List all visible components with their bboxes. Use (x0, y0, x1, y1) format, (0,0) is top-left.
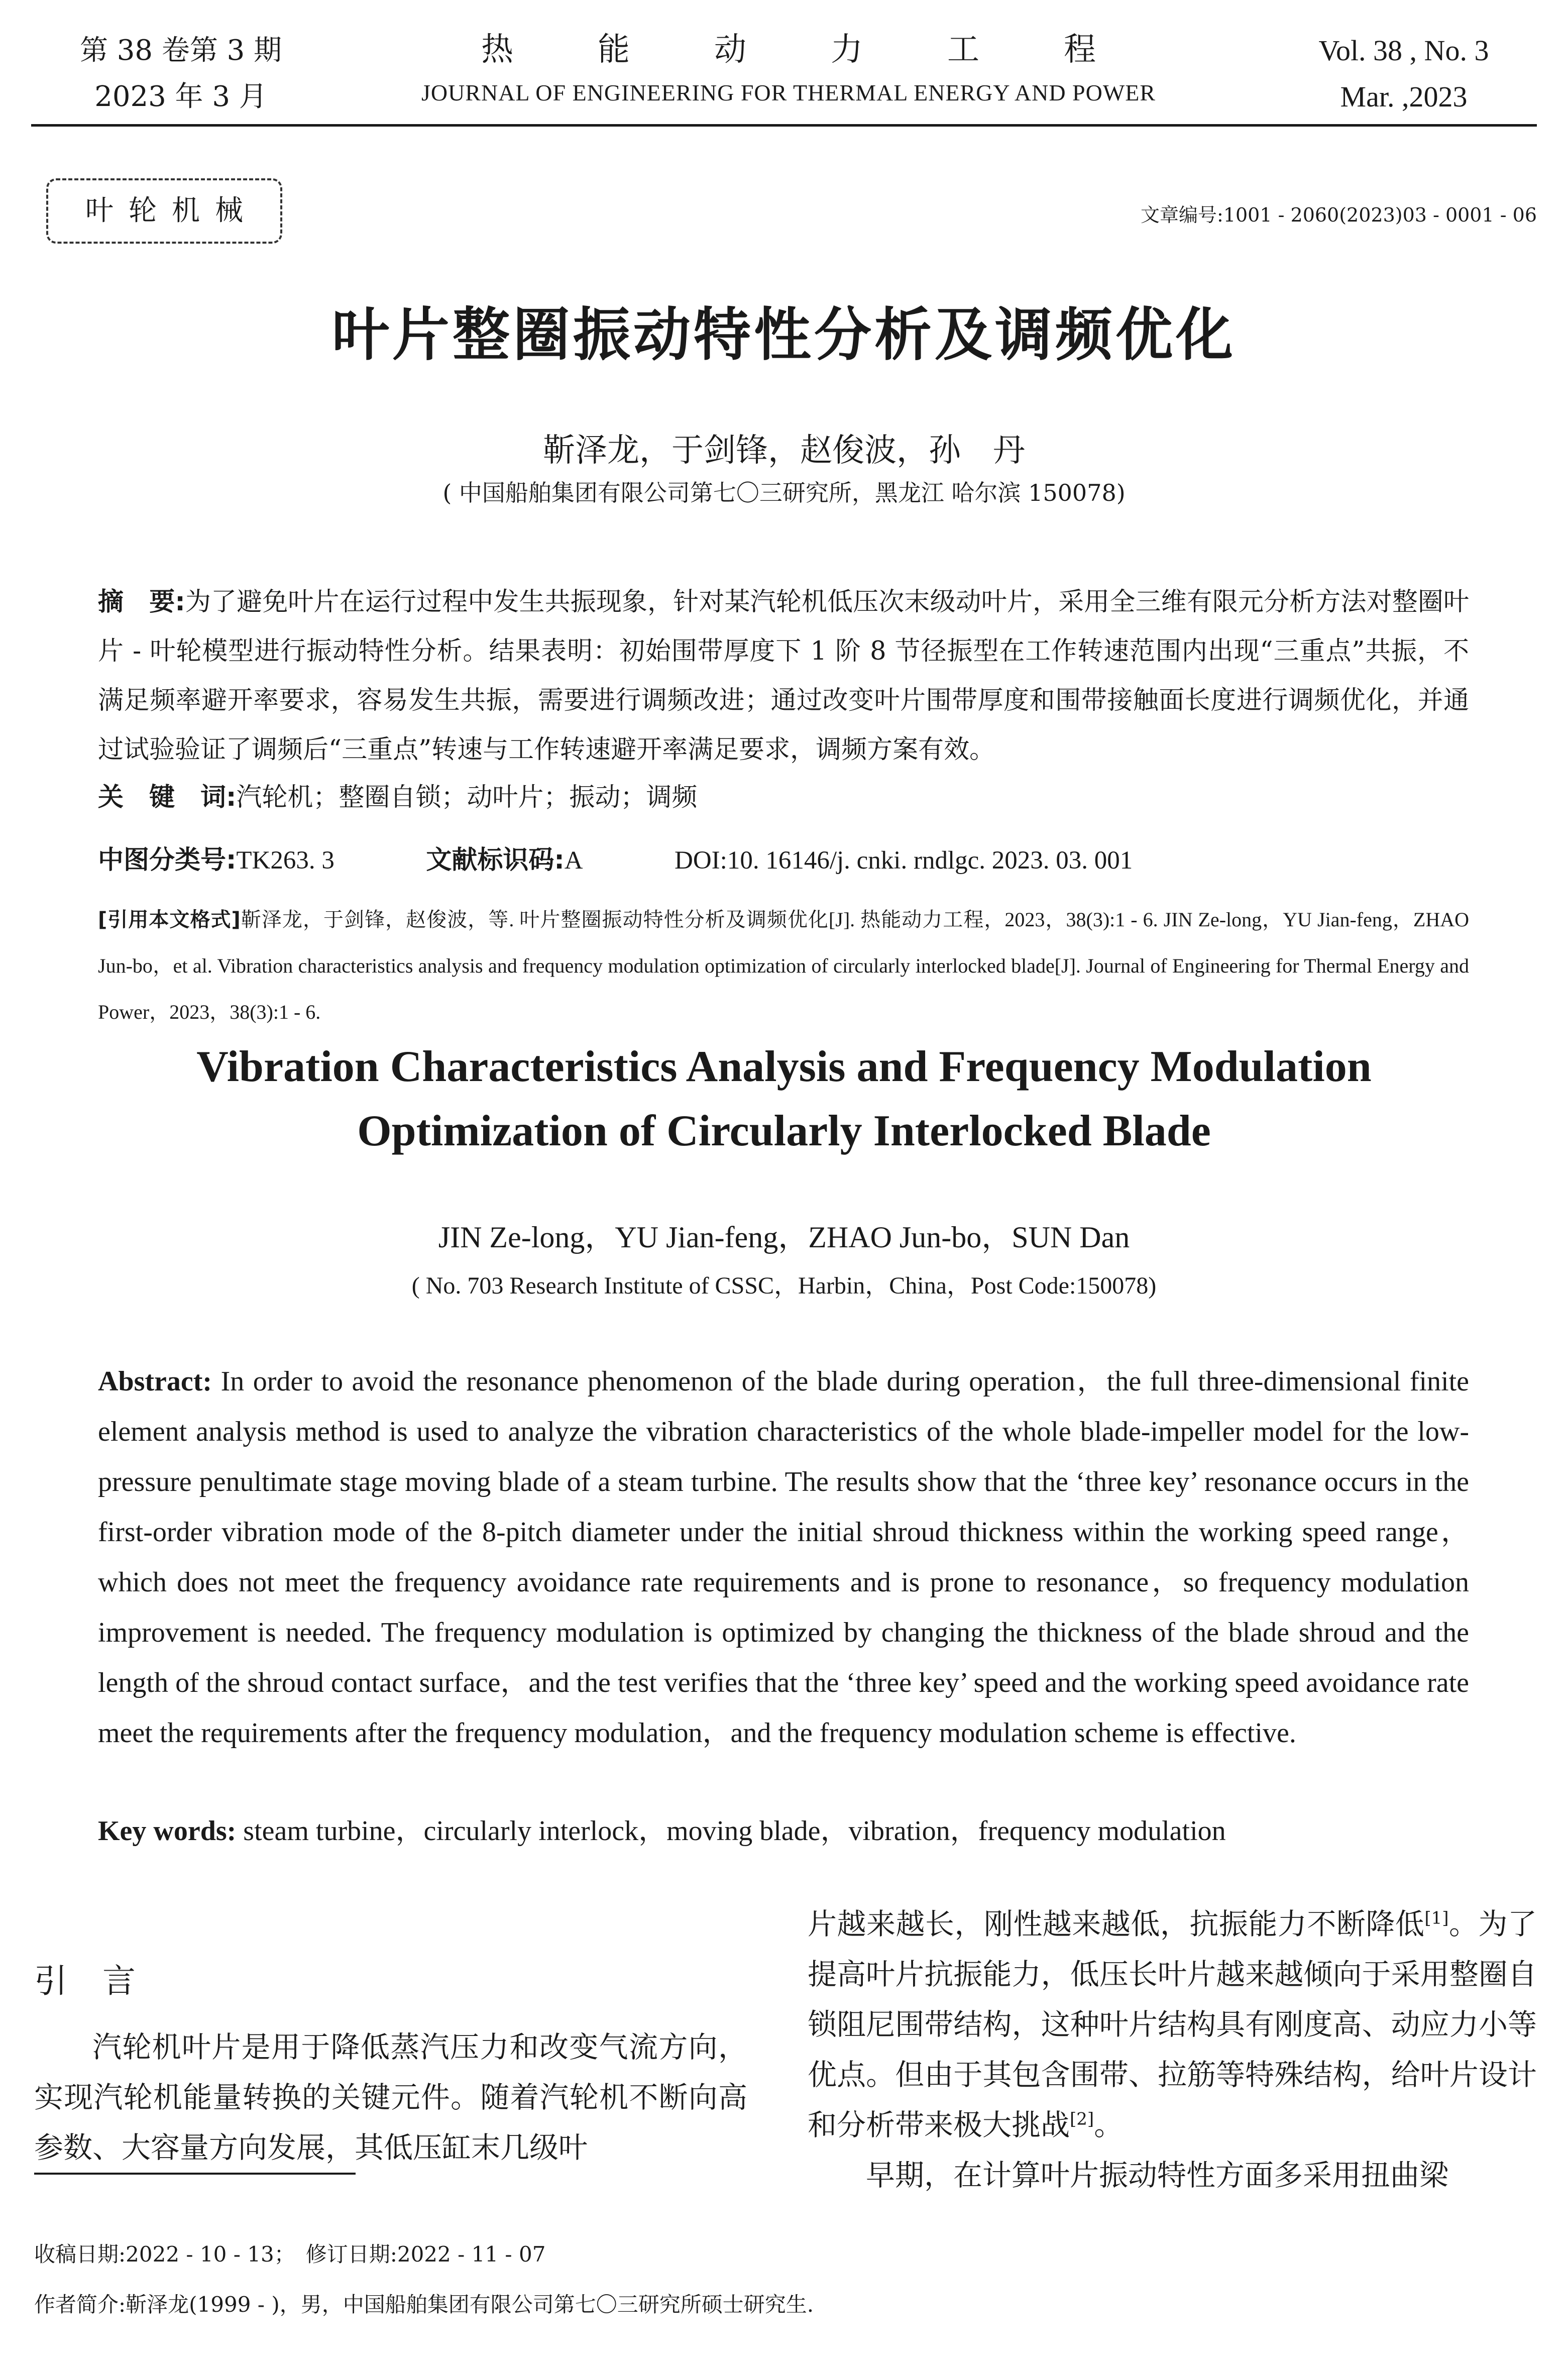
keywords-en (98, 1808, 1469, 1849)
doi: DOI:10. 16146/j. cnki. rndlgc. 2023. 03. 001 (675, 846, 1133, 875)
article-number: 文章编号:1001 - 2060(2023)03 - 0001 - 06 (1141, 204, 1537, 226)
keywords-cn-label: 关 键 词: (98, 783, 237, 812)
abstract-en-text: In order to avoid the resonance phenomenon of the blade during operation，the full three-dimensional finite element analysis method is used to analyze the vibration characteristics of the whole blade-impeller model for the low-pressure penultimate stage moving blade of a steam turbine. The results show that the ‘three key’ resonance occurs in the first-order vibration mode of the 8-pitch diameter under the initial shroud thickness within the working speed range，which does not meet the frequency avoidance rate requirements and is prone to resonance，so frequency modulation improvement is needed. The frequency modulation is optimized by changing the thickness of the blade shroud and the length of the shroud contact surface，and the test verifies that the ‘three key’ speed and the working speed avoidance rate meet the requirements after the frequency modulation，and the frequency modulation scheme is effective. (98, 1366, 1470, 1749)
body-paragraph (808, 1899, 1537, 2150)
journal-name-en: JOURNAL OF ENGINEERING FOR THERMAL ENERGY AND POWER (421, 80, 1156, 105)
citation-format (98, 897, 1469, 1035)
issue-date-en: Mar. ,2023 (1340, 80, 1468, 113)
body-text: 片越来越长，刚性越来越低，抗振能力不断降低 (808, 1907, 1425, 1941)
keywords-cn-text: 汽轮机；整圈自锁；动叶片；振动；调频 (236, 783, 698, 812)
clc-label: 中图分类号: (98, 845, 237, 875)
authors-cn: 靳泽龙，于剑锋，赵俊波，孙 丹 (543, 432, 1025, 469)
header-rule (31, 124, 1537, 127)
title-en-line2: Optimization of Circularly Interlocked Blade (357, 1107, 1211, 1155)
citation-text: 靳泽龙，于剑锋，赵俊波，等. 叶片整圈振动特性分析及调频优化[J]. 热能动力工程，2023，38(3):1 - 6. JIN Ze-long，YU Jian-feng，ZHAO Jun-bo，et al. Vibration characteristics analysis and frequency modulation optimization of circularly interlocked blade[J]. Journal of Engineering for Thermal Energy and Power，2023，38(3):1 - 6. (98, 908, 1470, 1023)
citation-label: [引用本文格式] (98, 908, 241, 931)
issue-date-cn: 2023 年 3 月 (94, 80, 267, 113)
doc-code-label: 文献标识码: (426, 845, 565, 875)
abstract-cn-label: 摘 要: (98, 587, 185, 617)
journal-masthead (382, 26, 1195, 112)
issue-number-cn: 第 38 卷第 3 期 (79, 34, 282, 67)
reference-1[interactable]: [1] (1424, 1908, 1449, 1928)
issue-info-en (1286, 28, 1522, 120)
keywords-cn (98, 776, 1469, 813)
footnote-author: 作者简介:靳泽龙(1999 - )，男，中国船舶集团有限公司第七〇三研究所硕士研究生. (34, 2292, 814, 2317)
body-text: 。 (1094, 2108, 1124, 2142)
body-left-column: 汽轮机叶片是用于降低蒸汽压力和改变气流方向，实现汽轮机能量转换的关键元件。随着汽轮机不断向高参数、大容量方向发展，其低压缸末几级叶 (34, 2030, 747, 2165)
abstract-cn-text: 为了避免叶片在运行过程中发生共振现象，针对某汽轮机低压次末级动叶片，采用全三维有限元分析方法对整圈叶片 - 叶轮模型进行振动特性分析。结果表明：初始围带厚度下 1 阶 8 节径振型在工作转速范围内出现“三重点”共振，不满足频率避开率要求，容易发生共振，需要进行调频改进；通过改变叶片围带厚度和围带接触面长度进行调频优化，并通过试验验证了调频后“三重点”转速与工作转速避开率满足要求，调频方案有效。 (98, 587, 1469, 765)
section-heading-introduction: 引言 (34, 1962, 171, 2000)
authors-en: JIN Ze-long，YU Jian-feng，ZHAO Jun-bo，SUN Dan (438, 1221, 1130, 1254)
body-paragraph: 早期，在计算叶片振动特性方面多采用扭曲梁 (866, 2158, 1449, 2192)
issue-info-cn (65, 28, 296, 120)
classification-row (98, 839, 1469, 876)
clc-value: TK263. 3 (236, 846, 334, 875)
keywords-en-label: Key words: (98, 1815, 237, 1847)
affiliation-en: ( No. 703 Research Institute of CSSC，Harbin，China，Post Code:150078) (411, 1272, 1157, 1299)
keywords-en-text: steam turbine，circularly interlock，moving blade，vibration，frequency modulation (243, 1815, 1226, 1847)
footnote-dates: 收稿日期:2022 - 10 - 13； 修订日期:2022 - 11 - 07 (34, 2242, 546, 2267)
journal-name-cn: 热能动力工程 (481, 31, 1180, 68)
footnote-rule (34, 2173, 356, 2175)
body-text: 。为了提高叶片抗振能力，低压长叶片越来越倾向于采用整圈自锁阻尼围带结构，这种叶片结构具有刚度高、动应力小等优点。但由于其包含围带、拉筋等特殊结构，给叶片设计和分析带来极大挑战 (808, 1907, 1537, 2142)
body-right-column (808, 1899, 1537, 2200)
title-en-line1: Vibration Characteristics Analysis and Frequency Modulation (196, 1042, 1372, 1091)
abstract-cn (98, 578, 1469, 775)
column-tag: 叶轮机械 (85, 194, 258, 227)
volume-en: Vol. 38 , No. 3 (1318, 34, 1489, 67)
abstract-en-label: Abstract: (98, 1366, 212, 1397)
affiliation-cn: ( 中国船舶集团有限公司第七〇三研究所，黑龙江 哈尔滨 150078) (442, 479, 1126, 506)
abstract-en (98, 1356, 1469, 1758)
title-cn: 叶片整圈振动特性分析及调频优化 (331, 301, 1236, 368)
reference-2[interactable]: [2] (1070, 2109, 1094, 2129)
title-en (0, 1035, 1568, 1163)
doc-code-value: A (564, 846, 583, 875)
